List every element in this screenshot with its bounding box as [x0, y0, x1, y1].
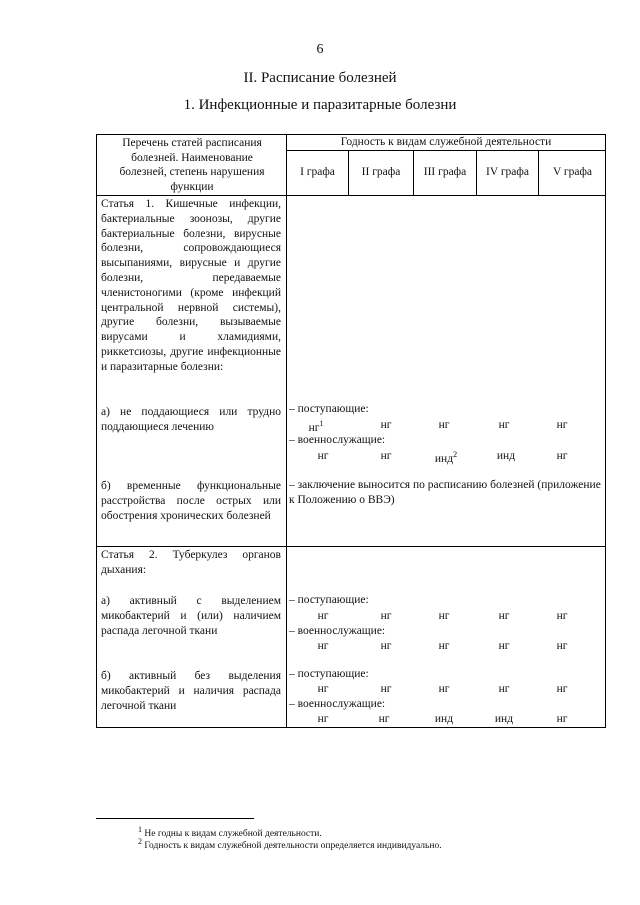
applicants-label: – поступающие:: [289, 594, 369, 606]
grade-cell: нг: [380, 450, 392, 462]
grade-cell: нг: [498, 610, 510, 622]
grade-cell: нг: [438, 610, 450, 622]
grade-cell: нг: [498, 683, 510, 695]
col-header-2: II графа: [361, 166, 401, 178]
grade-cell: нг: [438, 640, 450, 652]
grade-cell: нг: [438, 683, 450, 695]
grade-cell: нг: [556, 640, 568, 652]
grade-cell: нг: [498, 419, 510, 431]
table-header-left: Перечень статей расписания болезней. Наименование болезней, степень нарушения функции: [119, 137, 265, 193]
article-divider: [96, 546, 606, 547]
servicemen-label: – военнослужащие:: [289, 625, 386, 637]
grade-cell: нг: [317, 683, 329, 695]
servicemen-label: – военнослужащие:: [289, 698, 386, 710]
grade-cell: нг: [556, 683, 568, 695]
article2-title: Статья 2. Туберкулез органов дыхания:: [101, 549, 281, 576]
grade-cell: инд$^2$: [434, 450, 458, 465]
header-bottom-rule: [96, 195, 606, 196]
grade-cell: нг: [498, 640, 510, 652]
grade-cell: нг: [380, 419, 392, 431]
grade-cell: нг: [380, 640, 392, 652]
grade-cell: нг: [556, 450, 568, 462]
grade-cell: инд: [496, 450, 516, 462]
article1-title: Статья 1. Кишечные инфекции, бактериальные зоонозы, другие бактериальные болезни, вирусные болезни, сопровождающиеся высыпаниями, вирусные и другие болезни, передаваемые членистоногими (кроме инфекций центральной нервной системы), другие болезни, вызываемые вирусами и хламидиями, риккетсиозы, другие инфекционные и паразитарные болезни:: [101, 198, 281, 373]
article2-item-b: б) активный без выделения микобактерий и наличия распада легочной ткани: [101, 670, 281, 712]
grade-cell: нг: [438, 419, 450, 431]
grade-cell: инд: [494, 713, 514, 725]
grade-cell: нг: [556, 610, 568, 622]
footnote-1: $^1$ Не годны к видам служебной деятельности.: [138, 825, 322, 840]
col-header-4: IV графа: [486, 166, 529, 178]
grade-cell: нг: [378, 713, 390, 725]
footnote-2: $^2$ Годность к видам служебной деятельности определяется индивидуально.: [138, 837, 442, 852]
applicants-label: – поступающие:: [289, 668, 369, 680]
article1-item-a: а) не поддающиеся или трудно поддающиеся лечению: [101, 406, 281, 433]
servicemen-label: – военнослужащие:: [289, 434, 386, 446]
grade-cell: нг: [556, 419, 568, 431]
article1-conclusion: – заключение выносится по расписанию болезней (приложение к Положению о ВВЭ): [289, 479, 601, 506]
page-number: 6: [316, 42, 324, 57]
subsection-title: 1. Инфекционные и паразитарные болезни: [183, 97, 457, 113]
article1-item-b: б) временные функциональные расстройства после острых или обострения хронических болезней: [101, 480, 281, 522]
applicants-label: – поступающие:: [289, 403, 369, 415]
grade-cell: инд: [434, 713, 454, 725]
grade-cell: нг: [380, 610, 392, 622]
col-header-5: V графа: [552, 166, 593, 178]
grade-cell: нг: [317, 640, 329, 652]
grade-cell: нг: [380, 683, 392, 695]
grade-cell: нг: [317, 713, 329, 725]
col-header-1: I графа: [300, 166, 335, 178]
footnote-rule: [96, 818, 254, 819]
table-header-right: Годность к видам служебной деятельности: [340, 136, 552, 148]
grade-cell: $нг^1$: [308, 419, 324, 434]
grade-cell: нг: [556, 713, 568, 725]
grade-cell: нг: [317, 450, 329, 462]
section-title: II. Расписание болезней: [243, 70, 397, 86]
header-subrule: [286, 150, 606, 151]
article2-item-a: а) активный с выделением микобактерий и (или) наличием распада легочной ткани: [101, 595, 281, 637]
col-header-3: III графа: [423, 166, 467, 178]
grade-cell: нг: [317, 610, 329, 622]
